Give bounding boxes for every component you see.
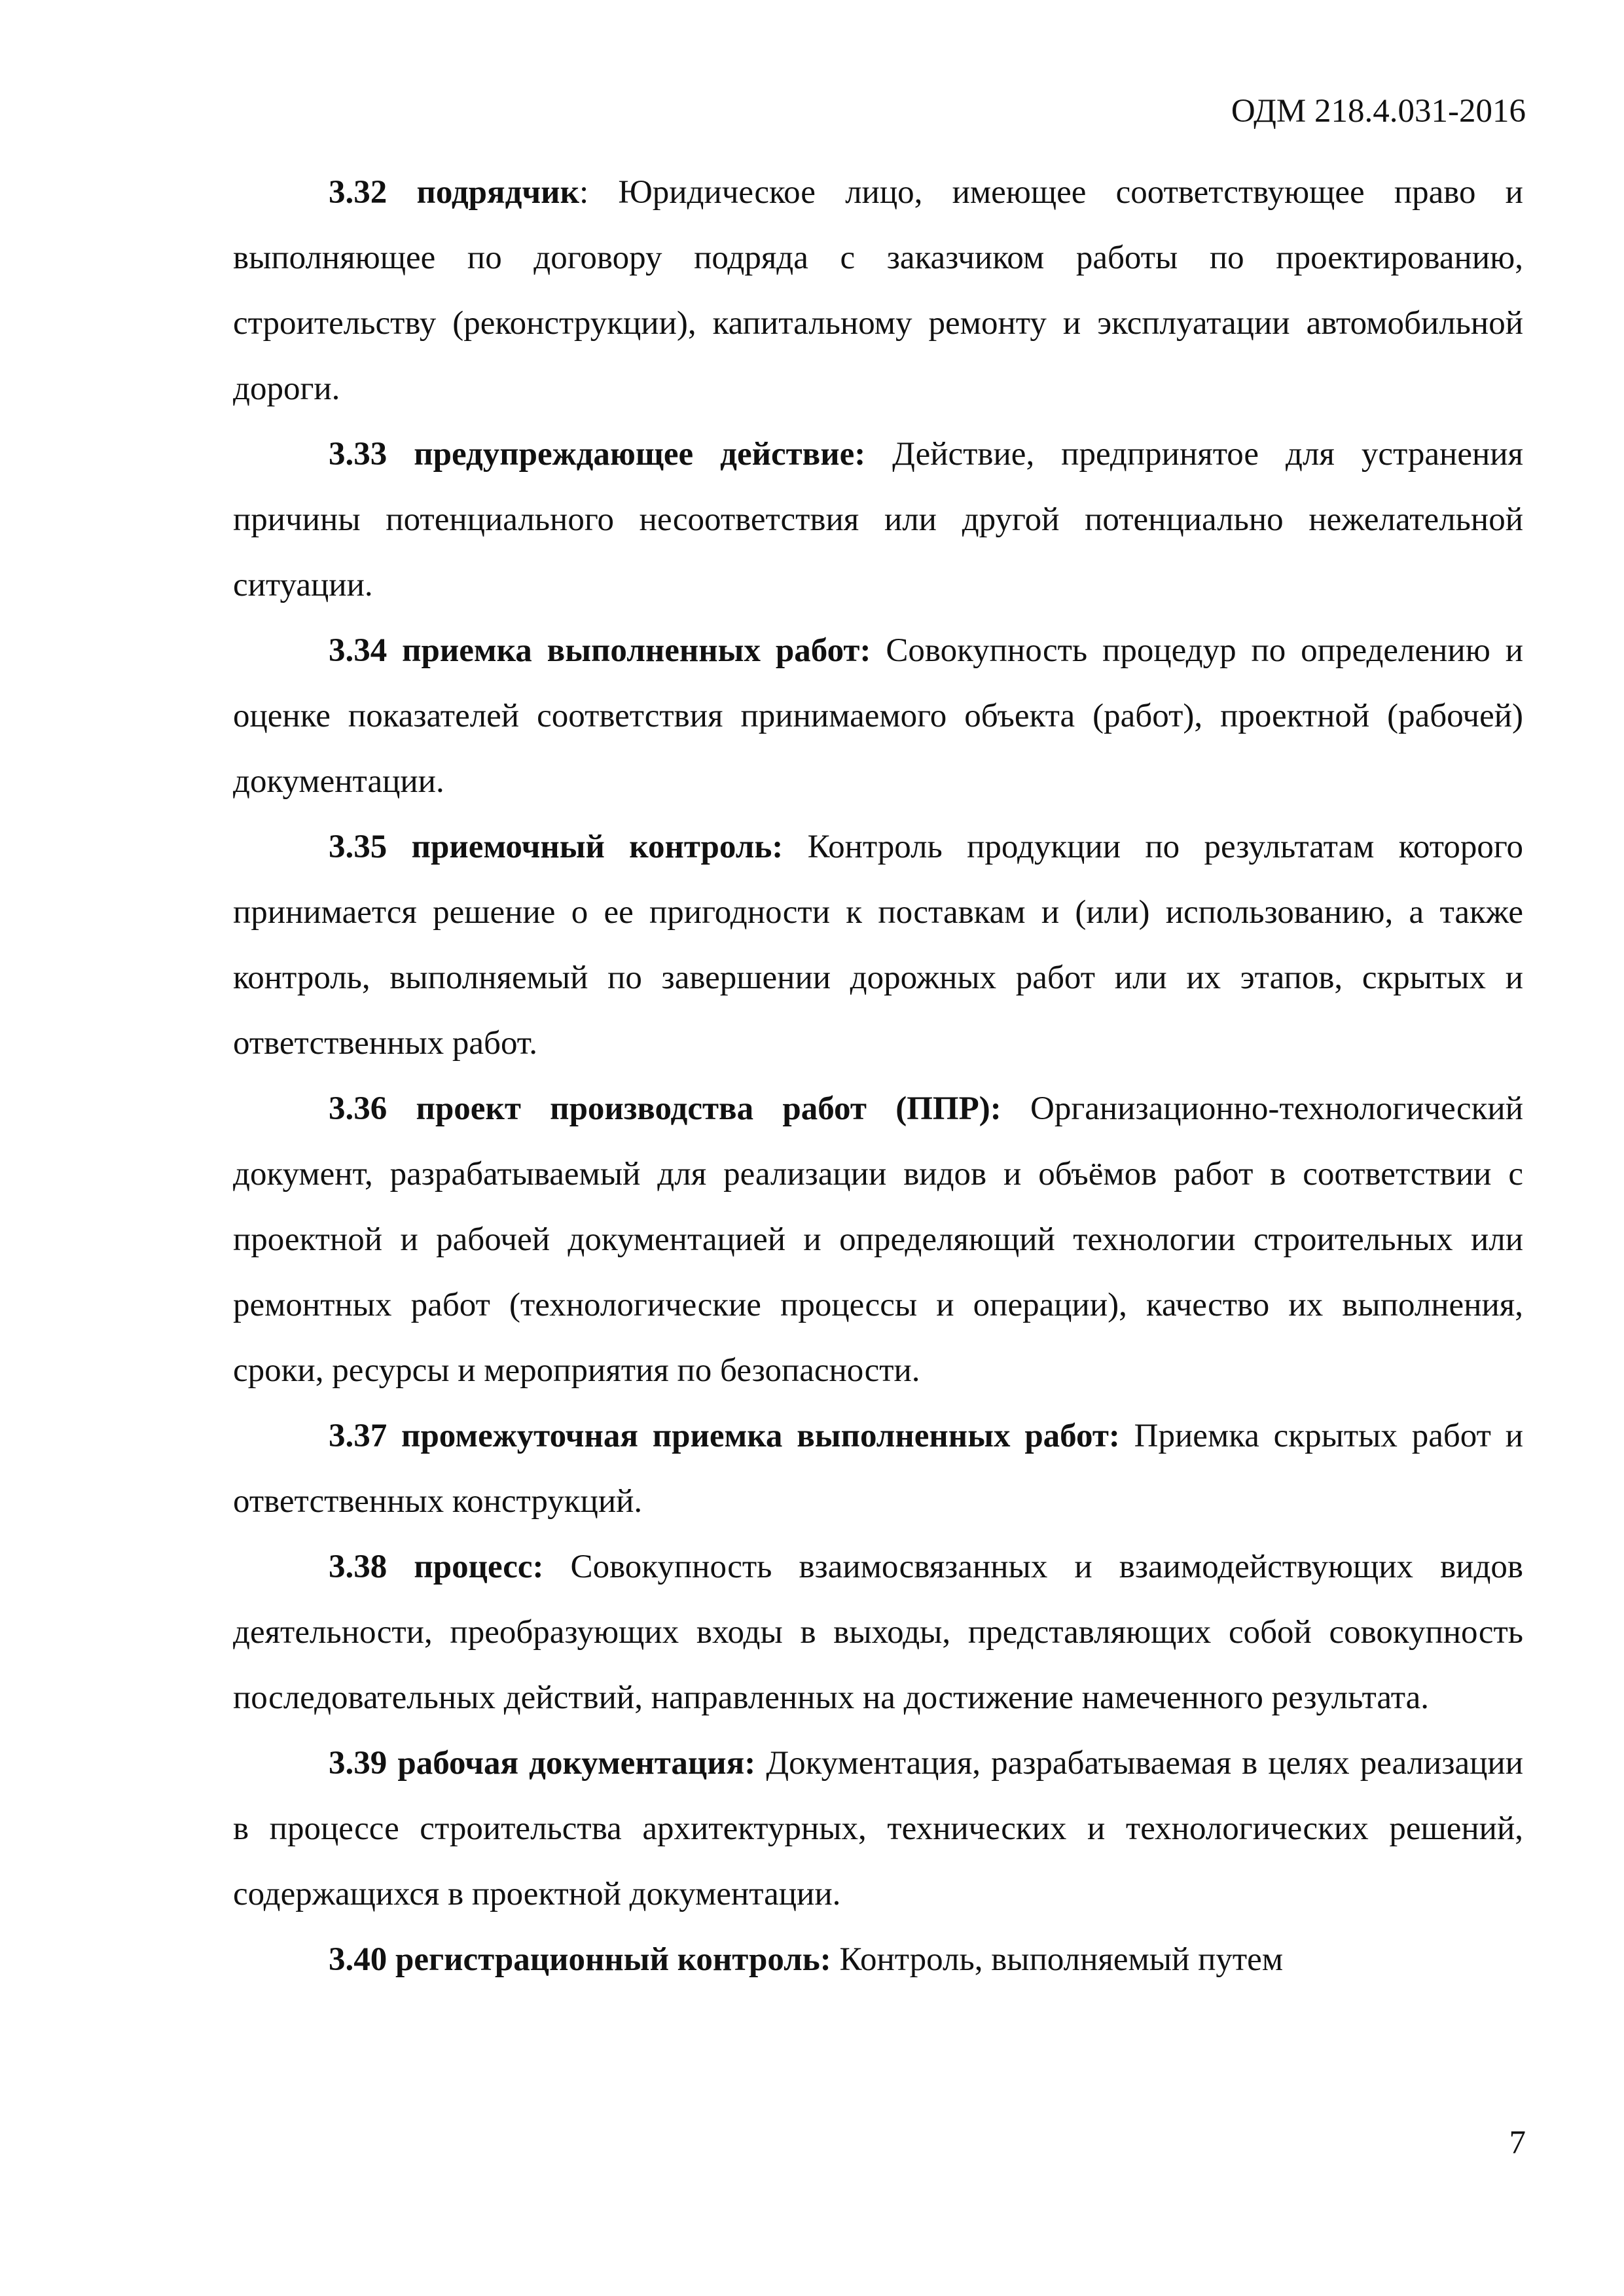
definition-3-36 [233,1076,1523,1403]
page-number: 7 [1509,2125,1526,2161]
definition-text-3-37: Приемка скрытых работ и ответственных конструкций. [233,1418,1523,1520]
term-3-39: 3.39 рабочая документация: [329,1745,756,1782]
definition-3-33 [233,422,1523,618]
document-body [233,160,1523,1992]
definition-3-40 [233,1927,1523,1992]
definition-text-3-38: Совокупность взаимосвязанных и взаимодействующих видов деятельности, преобразующих входы в выходы, представляющих собой совокупность последовательных действий, направленных на достижение намеченного результата. [233,1549,1523,1716]
term-3-34: 3.34 приемка выполненных работ: [329,632,871,669]
definition-text-3-32: : Юридическое лицо, имеющее соответствующее право и выполняющее по договору подряда с заказчиком работы по проектированию, строительству (реконструкции), капитальному ремонту и эксплуатации автомобильной дороги. [233,174,1523,407]
definition-text-3-39: Документация, разрабатываемая в целях реализации в процессе строительства архитектурных, технических и технологических решений, содержащихся в проектной документации. [233,1745,1523,1912]
definition-3-39 [233,1731,1523,1927]
definition-3-37 [233,1403,1523,1534]
definition-text-3-34: Совокупность процедур по определению и оценке показателей соответствия принимаемого объекта (работ), проектной (рабочей) документации. [233,632,1523,800]
definition-3-32 [233,160,1523,422]
definition-3-34 [233,618,1523,814]
definition-text-3-33: Действие, предпринятое для устранения причины потенциального несоответствия или другой потенциально нежелательной ситуации. [233,436,1523,603]
term-3-32: 3.32 подрядчик [329,174,579,211]
term-3-36: 3.36 проект производства работ (ППР): [329,1090,1001,1127]
definition-text-3-35: Контроль продукции по результатам которого принимается решение о ее пригодности к поставкам и (или) использованию, а также контроль, выполняемый по завершении дорожных работ или их этапов, скрытых и ответственных работ. [233,829,1523,1062]
term-3-33: 3.33 предупреждающее действие: [329,436,866,473]
term-3-38: 3.38 процесс: [329,1549,544,1585]
term-3-40: 3.40 регистрационный контроль: [329,1941,831,1978]
definition-text-3-40: Контроль, выполняемый путем [831,1941,1284,1978]
definition-text-3-36: Организационно-технологический документ, разрабатываемый для реализации видов и объёмов работ в соответствии с проектной и рабочей документацией и определяющий технологии строительных или ремонтных работ (технологические процессы и операции), качество их выполнения, сроки, ресурсы и мероприятия по безопасности. [233,1090,1524,1389]
definition-3-38 [233,1534,1523,1731]
term-3-35: 3.35 приемочный контроль: [329,829,784,865]
definition-3-35 [233,814,1523,1076]
term-3-37: 3.37 промежуточная приемка выполненных работ: [329,1418,1120,1454]
document-code: ОДМ 218.4.031-2016 [1231,93,1526,130]
